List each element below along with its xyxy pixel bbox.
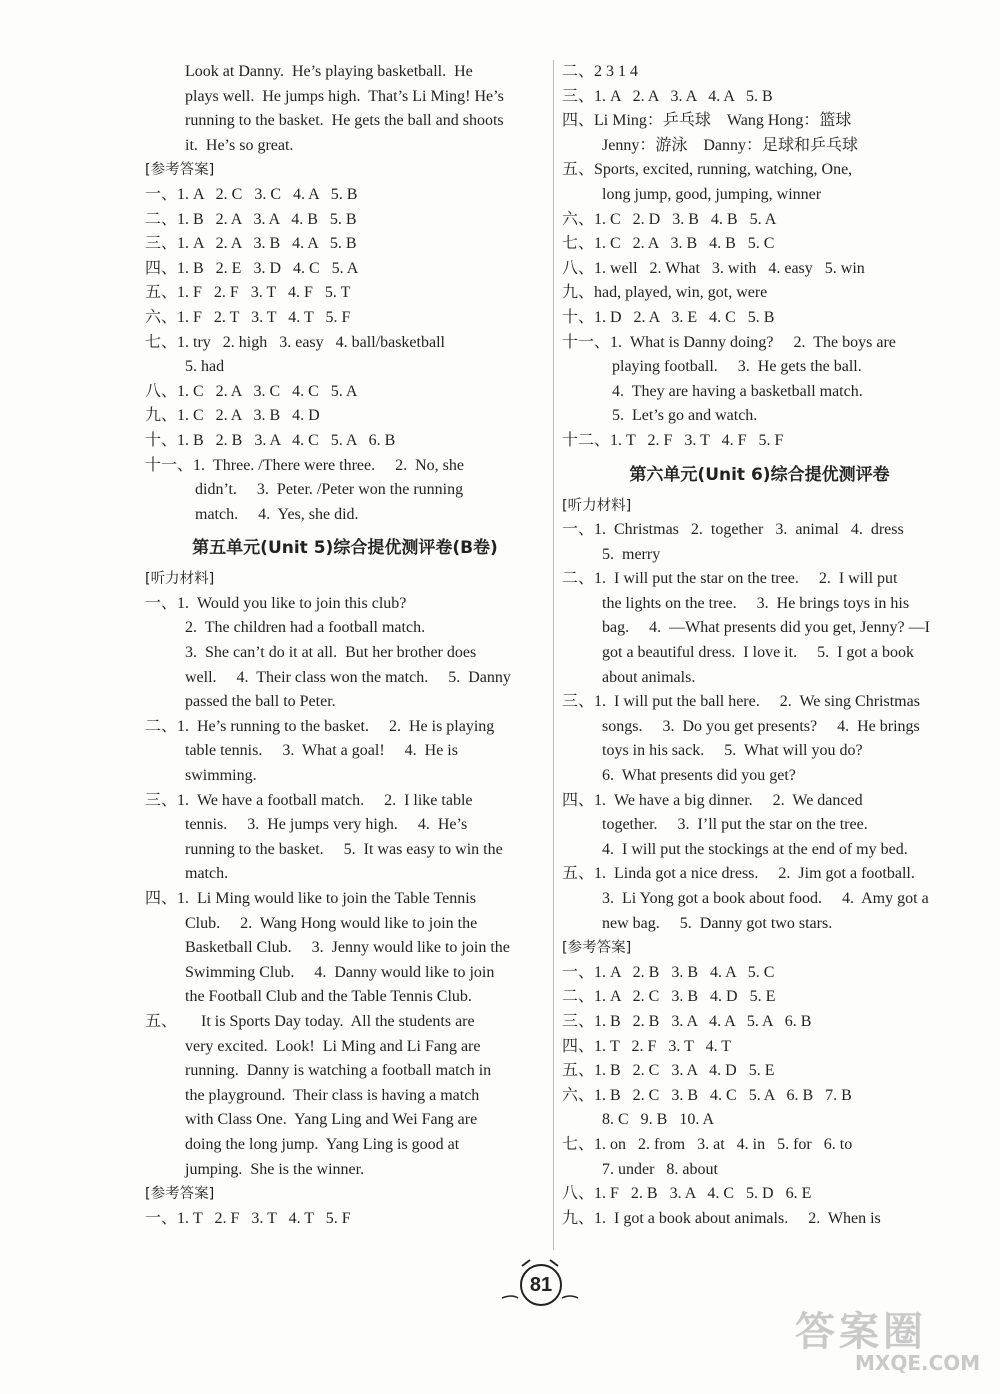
text-line: 七、1. C 2. A 3. B 4. B 5. C — [562, 235, 775, 253]
text-line: 5. Let’s go and watch. — [612, 407, 758, 425]
text-line: 五、1. B 2. C 3. A 4. D 5. E — [562, 1062, 775, 1080]
text-line: 七、1. try 2. high 3. easy 4. ball/basketball — [145, 333, 445, 351]
text-line: 一、1. A 2. C 3. C 4. A 5. B — [145, 185, 358, 203]
text-line: Jenny：游泳 Danny：足球和乒乓球 — [602, 136, 858, 154]
text-line: 4. They are having a basketball match. — [612, 382, 863, 400]
section-tag: [听力材料] — [145, 571, 215, 588]
text-line: 四、1. We have a big dinner. 2. We danced — [562, 791, 863, 809]
text-line: 二、1. B 2. A 3. A 4. B 5. B — [145, 210, 357, 228]
text-line: new bag. 5. Danny got two stars. — [602, 914, 833, 932]
text-line: 三、1. A 2. A 3. A 4. A 5. B — [562, 87, 773, 105]
text-line: Basketball Club. 3. Jenny would like to join the — [185, 939, 510, 957]
text-line: swimming. — [185, 767, 257, 785]
section-tag: [参考答案] — [562, 940, 632, 957]
text-line: 二、1. I will put the star on the tree. 2. I will put — [562, 570, 898, 588]
text-line: 三、1. B 2. B 3. A 4. A 5. A 6. B — [562, 1012, 812, 1030]
text-line: 四、1. T 2. F 3. T 4. T — [562, 1037, 732, 1055]
text-line: the Football Club and the Table Tennis Club. — [185, 988, 472, 1006]
watermark — [795, 1300, 995, 1390]
text-line: running to the basket. He gets the ball and shoots — [185, 112, 504, 130]
section-tag: [参考答案] — [145, 1186, 215, 1203]
watermark-text: 答案圈 — [795, 1309, 927, 1355]
text-line: 5. merry — [602, 545, 661, 563]
text-line: 二、1. He’s running to the basket. 2. He is playing — [145, 717, 495, 735]
text-line: running to the basket. 5. It was easy to win the — [185, 840, 503, 858]
text-line: 七、1. on 2. from 3. at 4. in 5. for 6. to — [562, 1135, 853, 1153]
text-line: with Class One. Yang Ling and Wei Fang are — [185, 1111, 478, 1129]
text-line: 三、1. I will put the ball here. 2. We sing Christmas — [562, 693, 920, 711]
text-line: 十一、1. Three. /There were three. 2. No, she — [145, 456, 465, 474]
text-line: it. He’s so great. — [185, 136, 294, 154]
column-divider — [553, 60, 554, 1250]
text-line: 4. I will put the stockings at the end of my bed. — [602, 840, 908, 858]
text-line: 六、1. F 2. T 3. T 4. T 5. F — [145, 308, 351, 326]
text-line: 八、1. F 2. B 3. A 4. C 5. D 6. E — [562, 1185, 812, 1203]
text-line: 一、1. Would you like to join this club? — [145, 594, 407, 612]
text-line: 五、 It is Sports Day today. All the students are — [145, 1012, 475, 1030]
text-line: toys in his sack. 5. What will you do? — [602, 742, 863, 760]
text-line: 3. Li Yong got a book about food. 4. Amy got a — [602, 890, 929, 907]
text-line: 九、1. C 2. A 3. B 4. D — [145, 407, 320, 425]
text-line: 六、1. B 2. C 3. B 4. C 5. A 6. B 7. B — [562, 1086, 852, 1104]
text-line: 三、1. A 2. A 3. B 4. A 5. B — [145, 235, 357, 253]
text-line: 6. What presents did you get? — [602, 767, 796, 785]
text-line: 3. She can’t do it at all. But her brother does — [185, 644, 477, 662]
text-line: bag. 4. —What presents did you get, Jenny? —I — [602, 619, 930, 637]
section-heading: 第五单元(Unit 5)综合提优测评卷(B卷) — [192, 538, 498, 559]
text-line: 六、1. C 2. D 3. B 4. B 5. A — [562, 210, 777, 228]
section-heading: 第六单元(Unit 6)综合提优测评卷 — [629, 464, 890, 485]
text-line: 八、1. well 2. What 3. with 4. easy 5. win — [562, 259, 865, 277]
watermark-url: MXQE.COM — [855, 1351, 981, 1375]
text-line: 7. under 8. about — [602, 1160, 718, 1178]
left-column — [145, 60, 545, 1231]
text-line: match. — [185, 865, 229, 883]
text-line: 二、1. A 2. C 3. B 4. D 5. E — [562, 988, 776, 1006]
text-line: tennis. 3. He jumps very high. 4. He’s — [185, 816, 468, 834]
text-line: 八、1. C 2. A 3. C 4. C 5. A — [145, 382, 358, 400]
text-line: 五、Sports, excited, running, watching, One, — [562, 161, 853, 179]
text-line: 三、1. We have a football match. 2. I like table — [145, 791, 473, 809]
text-line: songs. 3. Do you get presents? 4. He brings — [602, 717, 920, 735]
text-line: the playground. Their class is having a match — [185, 1086, 480, 1104]
text-line: 四、1. B 2. E 3. D 4. C 5. A — [145, 259, 359, 277]
text-line: jumping. She is the winner. — [185, 1160, 365, 1178]
section-tag: [参考答案] — [145, 162, 215, 179]
text-line: 五、1. F 2. F 3. T 4. F 5. T — [145, 284, 351, 302]
page-number-badge — [500, 1258, 580, 1308]
section-tag: [听力材料] — [562, 497, 632, 514]
text-line: 十、1. B 2. B 3. A 4. C 5. A 6. B — [145, 431, 396, 449]
text-line: together. 3. I’ll put the star on the tree. — [602, 816, 868, 834]
text-line: Look at Danny. He’s playing basketball. He — [185, 63, 473, 80]
text-line: Swimming Club. 4. Danny would like to join — [185, 963, 495, 981]
text-line: passed the ball to Peter. — [185, 693, 336, 711]
text-line: 十一、1. What is Danny doing? 2. The boys are — [562, 333, 896, 351]
text-line: Club. 2. Wang Hong would like to join the — [185, 914, 478, 932]
text-line: 九、1. I got a book about animals. 2. When is — [562, 1209, 881, 1227]
text-line: 五、1. Linda got a nice dress. 2. Jim got a football. — [562, 865, 915, 883]
text-line: 一、1. T 2. F 3. T 4. T 5. F — [145, 1209, 351, 1227]
text-line: plays well. He jumps high. That’s Li Ming! He’s — [185, 87, 504, 105]
text-line: long jump, good, jumping, winner — [602, 185, 822, 203]
text-line: the lights on the tree. 3. He brings toys in his — [602, 594, 910, 612]
text-line: 一、1. Christmas 2. together 3. animal 4. dress — [562, 521, 904, 539]
text-line: very excited. Look! Li Ming and Li Fang are — [185, 1037, 481, 1055]
text-line: 2. The children had a football match. — [185, 619, 426, 637]
text-line: running. Danny is watching a football match in — [185, 1062, 492, 1080]
text-line: got a beautiful dress. I love it. 5. I got a book — [602, 644, 914, 662]
text-line: 一、1. A 2. B 3. B 4. A 5. C — [562, 963, 775, 981]
text-line: 十二、1. T 2. F 3. T 4. F 5. F — [562, 431, 784, 449]
text-line: 九、had, played, win, got, were — [562, 284, 768, 302]
text-line: doing the long jump. Yang Ling is good at — [185, 1135, 460, 1153]
text-line: playing football. 3. He gets the ball. — [612, 358, 862, 376]
text-line: 5. had — [185, 358, 225, 376]
text-line: 8. C 9. B 10. A — [602, 1111, 715, 1129]
text-line: about animals. — [602, 668, 696, 686]
text-line: well. 4. Their class won the match. 5. Danny — [185, 668, 511, 686]
text-line: 十、1. D 2. A 3. E 4. C 5. B — [562, 308, 775, 326]
right-column — [562, 60, 957, 1231]
text-line: 四、1. Li Ming would like to join the Table Tennis — [145, 890, 476, 907]
page-number: 81 — [520, 1264, 562, 1306]
text-line: 四、Li Ming：乒乓球 Wang Hong：篮球 — [562, 112, 852, 130]
text-line: didn’t. 3. Peter. /Peter won the running — [195, 481, 464, 499]
text-line: match. 4. Yes, she did. — [195, 505, 359, 523]
text-line: table tennis. 3. What a goal! 4. He is — [185, 742, 458, 760]
text-line: 二、2 3 1 4 — [562, 63, 639, 80]
